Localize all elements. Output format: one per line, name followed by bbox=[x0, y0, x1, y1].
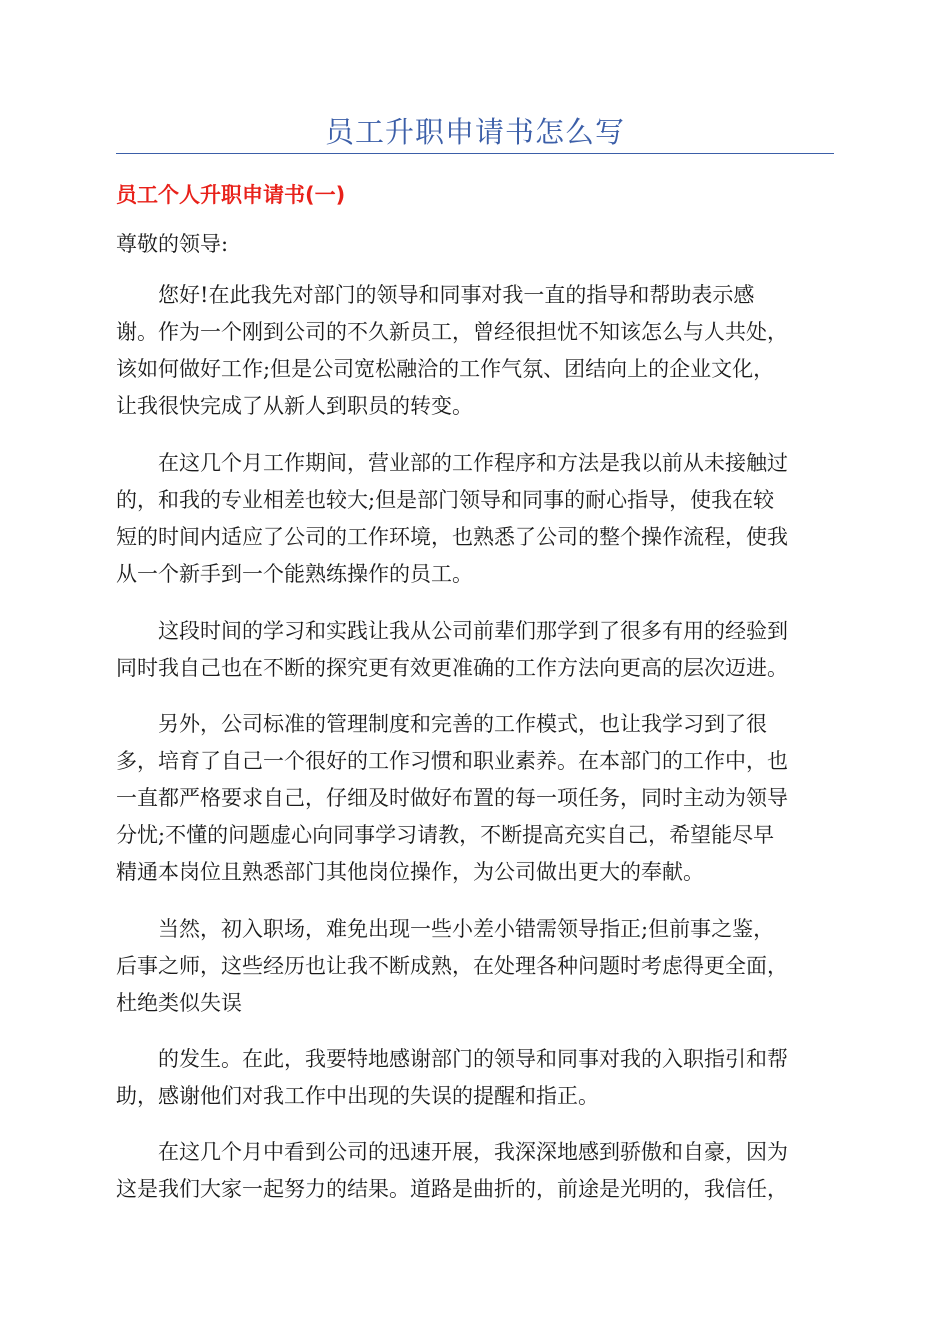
paragraph-line: 同时我自己也在不断的探究更有效更准确的工作方法向更高的层次迈进。 bbox=[116, 656, 788, 680]
paragraph-line: 多，培育了自己一个很好的工作习惯和职业素养。在本部门的工作中，也 bbox=[116, 749, 788, 773]
paragraph-line: 您好!在此我先对部门的领导和同事对我一直的指导和帮助表示感 bbox=[116, 283, 755, 307]
paragraph-line: 另外，公司标准的管理制度和完善的工作模式，也让我学习到了很 bbox=[116, 712, 767, 736]
paragraph-line: 短的时间内适应了公司的工作环境，也熟悉了公司的整个操作流程，使我 bbox=[116, 525, 788, 549]
title-underline bbox=[116, 153, 834, 154]
paragraph-4 bbox=[116, 706, 834, 891]
paragraph-line: 从一个新手到一个能熟练操作的员工。 bbox=[116, 562, 473, 586]
paragraph-3 bbox=[116, 613, 834, 687]
paragraph-line: 该如何做好工作;但是公司宽松融洽的工作气氛、团结向上的企业文化， bbox=[116, 357, 775, 381]
section-heading: 员工个人升职申请书(一) bbox=[116, 183, 346, 207]
paragraph-line: 助，感谢他们对我工作中出现的失误的提醒和指正。 bbox=[116, 1084, 599, 1108]
paragraph-line: 在这几个月工作期间，营业部的工作程序和方法是我以前从未接触过 bbox=[116, 451, 788, 475]
paragraph-line: 在这几个月中看到公司的迅速开展，我深深地感到骄傲和自豪，因为 bbox=[116, 1140, 788, 1164]
paragraph-line: 当然，初入职场，难免出现一些小差小错需领导指正;但前事之鉴， bbox=[116, 917, 775, 941]
paragraph-line: 一直都严格要求自己，仔细及时做好布置的每一项任务，同时主动为领导 bbox=[116, 786, 788, 810]
paragraph-6 bbox=[116, 1041, 834, 1115]
paragraph-line: 后事之师，这些经历也让我不断成熟，在处理各种问题时考虑得更全面， bbox=[116, 954, 788, 978]
paragraph-line: 精通本岗位且熟悉部门其他岗位操作，为公司做出更大的奉献。 bbox=[116, 860, 704, 884]
paragraph-line: 分忧;不懂的问题虚心向同事学习请教，不断提高充实自己，希望能尽早 bbox=[116, 823, 775, 847]
paragraph-line: 谢。作为一个刚到公司的不久新员工，曾经很担忧不知该怎么与人共处， bbox=[116, 320, 788, 344]
paragraph-line: 杜绝类似失误 bbox=[116, 991, 242, 1015]
paragraph-1 bbox=[116, 277, 834, 425]
paragraph-line: 这段时间的学习和实践让我从公司前辈们那学到了很多有用的经验到 bbox=[116, 619, 788, 643]
document-title: 员工升职申请书怎么写 bbox=[324, 115, 625, 149]
paragraph-2 bbox=[116, 445, 834, 593]
paragraph-5 bbox=[116, 911, 834, 1022]
paragraph-line: 的发生。在此，我要特地感谢部门的领导和同事对我的入职指引和帮 bbox=[116, 1047, 788, 1071]
salutation: 尊敬的领导: bbox=[116, 232, 229, 256]
paragraph-line: 让我很快完成了从新人到职员的转变。 bbox=[116, 394, 473, 418]
paragraph-line: 的，和我的专业相差也较大;但是部门领导和同事的耐心指导，使我在较 bbox=[116, 488, 775, 512]
paragraph-7 bbox=[116, 1134, 834, 1208]
paragraph-line: 这是我们大家一起努力的结果。道路是曲折的，前途是光明的，我信任， bbox=[116, 1177, 788, 1201]
